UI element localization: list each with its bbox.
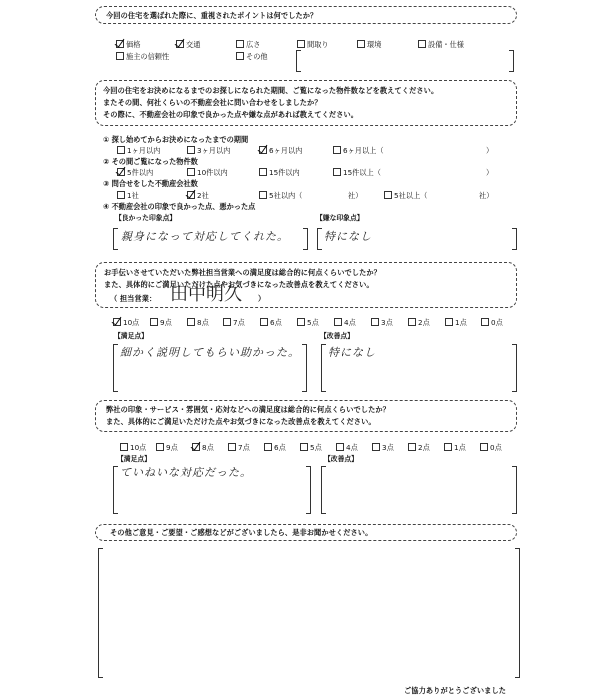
q1-question: 今回の住宅を選ばれた際に、重視されたポイントは何でしたか？ — [106, 11, 318, 20]
q3-score-0[interactable]: 0点 — [481, 318, 503, 327]
checkbox[interactable] — [236, 52, 244, 60]
q2-intro-line2: またその間、何社くらいの不動産会社に問い合わせをしましたか？ — [103, 98, 322, 107]
q3-score-2[interactable]: 2点 — [408, 318, 430, 327]
q2-bad-bracket-right — [512, 228, 517, 250]
q2-good-bracket-left — [113, 228, 118, 250]
q4-score-6[interactable]: 6点 — [264, 443, 286, 452]
q2-count-15[interactable]: 15件以内 — [259, 168, 300, 177]
q1-option-transport[interactable]: 交通 — [176, 40, 200, 49]
q4-score-3[interactable]: 3点 — [372, 443, 394, 452]
checkbox[interactable] — [445, 318, 453, 326]
q3-score-10[interactable]: 10点 — [113, 318, 139, 327]
q3-improve-bracket-left — [321, 344, 326, 392]
q2-company-2[interactable]: 2社 — [187, 191, 209, 200]
checkbox[interactable] — [408, 443, 416, 451]
q3-good-bracket-right — [302, 344, 307, 392]
checkbox[interactable] — [117, 146, 125, 154]
checkbox[interactable] — [236, 40, 244, 48]
q3-score-6[interactable]: 6点 — [260, 318, 282, 327]
q2-period-label: ① 探し始めてからお決めになったまでの期間 — [103, 135, 249, 144]
q4-good-bracket-right — [306, 466, 311, 514]
q3-score-7[interactable]: 7点 — [223, 318, 245, 327]
q3-score-1[interactable]: 1点 — [445, 318, 467, 327]
q2-count-close: ） — [486, 168, 494, 177]
checkbox[interactable] — [336, 443, 344, 451]
checkbox[interactable] — [187, 168, 195, 176]
footer-thanks: ご協力ありがとうございました — [404, 686, 507, 695]
checkbox[interactable] — [259, 191, 267, 199]
checkbox[interactable] — [187, 318, 195, 326]
checkbox[interactable] — [192, 443, 200, 451]
checkbox[interactable] — [384, 191, 392, 199]
q1-option-layout[interactable]: 間取り — [297, 40, 329, 49]
q2-intro-line1: 今回の住宅をお決めになるまでのお探しになられた期間、ご覧になった物件数などを教えてください。 — [103, 86, 439, 95]
q2-count-over15[interactable]: 15件以上（ — [333, 168, 381, 177]
q2-period-3month[interactable]: 3ヶ月以内 — [187, 146, 230, 155]
q2-bad-answer: 特になし — [324, 230, 372, 243]
checkbox[interactable] — [117, 191, 125, 199]
q2-company-over5[interactable]: 5社以上（ — [384, 191, 427, 200]
checkbox[interactable] — [187, 146, 195, 154]
checkbox[interactable] — [176, 40, 184, 48]
checkbox[interactable] — [372, 443, 380, 451]
q4-score-7[interactable]: 7点 — [228, 443, 250, 452]
q3-score-8[interactable]: 8点 — [187, 318, 209, 327]
q2-good-label: 【良かった印象点】 — [115, 214, 177, 222]
q1-other-bracket-left — [296, 50, 301, 72]
q4-score-4[interactable]: 4点 — [336, 443, 358, 452]
checkbox[interactable] — [333, 168, 341, 176]
checkbox[interactable] — [116, 40, 124, 48]
checkbox[interactable] — [120, 443, 128, 451]
q3-score-4[interactable]: 4点 — [334, 318, 356, 327]
q2-period-6month[interactable]: 6ヶ月以内 — [259, 146, 302, 155]
q5-bracket-left — [98, 548, 103, 678]
q3-line2: また、具体的にご満足いただけた点やお気づきになった改善点を教えてください。 — [104, 280, 374, 289]
q3-score-9[interactable]: 9点 — [150, 318, 172, 327]
checkbox[interactable] — [260, 318, 268, 326]
q2-count-5[interactable]: 5件以内 — [117, 168, 153, 177]
q4-improve-bracket-left — [321, 466, 326, 514]
checkbox[interactable] — [444, 443, 452, 451]
q2-bad-label: 【嫌な印象点】 — [316, 214, 364, 222]
q3-good-answer: 細かく説明してもらい助かった。 — [120, 346, 300, 359]
q3-score-3[interactable]: 3点 — [371, 318, 393, 327]
q2-period-1month[interactable]: 1ヶ月以内 — [117, 146, 160, 155]
checkbox[interactable] — [264, 443, 272, 451]
q2-period-over6[interactable]: 6ヶ月以上（ — [333, 146, 384, 155]
q1-option-builder-trust[interactable]: 施主の信頼性 — [116, 52, 169, 61]
q3-score-5[interactable]: 5点 — [297, 318, 319, 327]
q3-good-label: 【満足点】 — [114, 332, 148, 340]
q4-score-10[interactable]: 10点 — [120, 443, 146, 452]
checkbox[interactable] — [334, 318, 342, 326]
q2-intro-line3: その際に、不動産会社の印象で良かった点や嫌な点があれば教えてください。 — [103, 110, 359, 119]
checkbox[interactable] — [297, 318, 305, 326]
checkbox[interactable] — [117, 168, 125, 176]
q4-good-bracket-left — [113, 466, 118, 514]
q1-other-bracket-right — [509, 50, 514, 72]
q1-option-environment[interactable]: 環境 — [357, 40, 381, 49]
q4-score-5[interactable]: 5点 — [300, 443, 322, 452]
q2-company-within5[interactable]: 5社以内（ — [259, 191, 302, 200]
checkbox[interactable] — [228, 443, 236, 451]
checkbox[interactable] — [300, 443, 308, 451]
q1-option-price[interactable]: 価格 — [116, 40, 140, 49]
q2-impression-label: ④ 不動産会社の印象で良かった点、悪かった点 — [103, 202, 256, 211]
checkbox[interactable] — [150, 318, 158, 326]
checkbox[interactable] — [357, 40, 365, 48]
q4-good-answer: ていねいな対応だった。 — [120, 466, 252, 479]
q1-option-equipment[interactable]: 設備・仕様 — [418, 40, 464, 49]
q2-count-10[interactable]: 10件以内 — [187, 168, 228, 177]
q3-staff-name: 田中明久 — [170, 284, 242, 305]
checkbox[interactable] — [418, 40, 426, 48]
q1-option-other[interactable]: その他 — [236, 52, 268, 61]
q4-good-label: 【満足点】 — [117, 455, 151, 463]
checkbox[interactable] — [371, 318, 379, 326]
q1-option-size[interactable]: 広さ — [236, 40, 260, 49]
q3-line1: お手伝いさせていただいた弊社担当営業への満足度は総合的に何点くらいでしたか？ — [104, 268, 381, 277]
checkbox[interactable] — [480, 443, 488, 451]
q4-improve-bracket-right — [512, 466, 517, 514]
q2-good-answer: 親身になって対応してくれた。 — [121, 230, 289, 243]
q4-score-2[interactable]: 2点 — [408, 443, 430, 452]
checkbox[interactable] — [223, 318, 231, 326]
q3-staff-label: （ 担当営業： — [110, 294, 157, 303]
q4-line1: 弊社の印象・サービス・雰囲気・応対などへの満足度は総合的に何点くらいでしたか？ — [106, 405, 390, 414]
q2-company-unit-a: 社） — [348, 191, 363, 200]
checkbox[interactable] — [408, 318, 416, 326]
checkbox[interactable] — [113, 318, 121, 326]
q4-line2: また、具体的にご満足いただけた点やお気づきになった改善点を教えてください。 — [106, 417, 376, 426]
checkbox[interactable] — [187, 191, 195, 199]
q3-good-bracket-left — [113, 344, 118, 392]
q3-improve-answer: 特になし — [328, 346, 376, 359]
q3-improve-label: 【改善点】 — [320, 332, 354, 340]
checkbox[interactable] — [333, 146, 341, 154]
q3-improve-bracket-right — [512, 344, 517, 392]
checkbox[interactable] — [481, 318, 489, 326]
q4-score-9[interactable]: 9点 — [156, 443, 178, 452]
q2-company-1[interactable]: 1社 — [117, 191, 139, 200]
q5-question: その他ご意見・ご要望・ご感想などがございましたら、是非お聞かせください。 — [110, 528, 373, 537]
q2-company-unit-b: 社） — [479, 191, 494, 200]
checkbox[interactable] — [259, 168, 267, 176]
q2-company-label: ③ 問合せをした不動産会社数 — [103, 179, 198, 188]
q4-score-1[interactable]: 1点 — [444, 443, 466, 452]
q2-good-bracket-right — [303, 228, 308, 250]
q3-staff-close: ） — [258, 294, 266, 303]
checkbox[interactable] — [259, 146, 267, 154]
q2-period-close: ） — [486, 146, 494, 155]
q4-score-0[interactable]: 0点 — [480, 443, 502, 452]
q4-improve-label: 【改善点】 — [324, 455, 358, 463]
checkbox[interactable] — [116, 52, 124, 60]
checkbox[interactable] — [156, 443, 164, 451]
q4-score-8[interactable]: 8点 — [192, 443, 214, 452]
q2-bad-bracket-left — [317, 228, 322, 250]
checkbox[interactable] — [297, 40, 305, 48]
q5-bracket-right — [515, 548, 520, 678]
q2-count-label: ② その間ご覧になった物件数 — [103, 157, 198, 166]
